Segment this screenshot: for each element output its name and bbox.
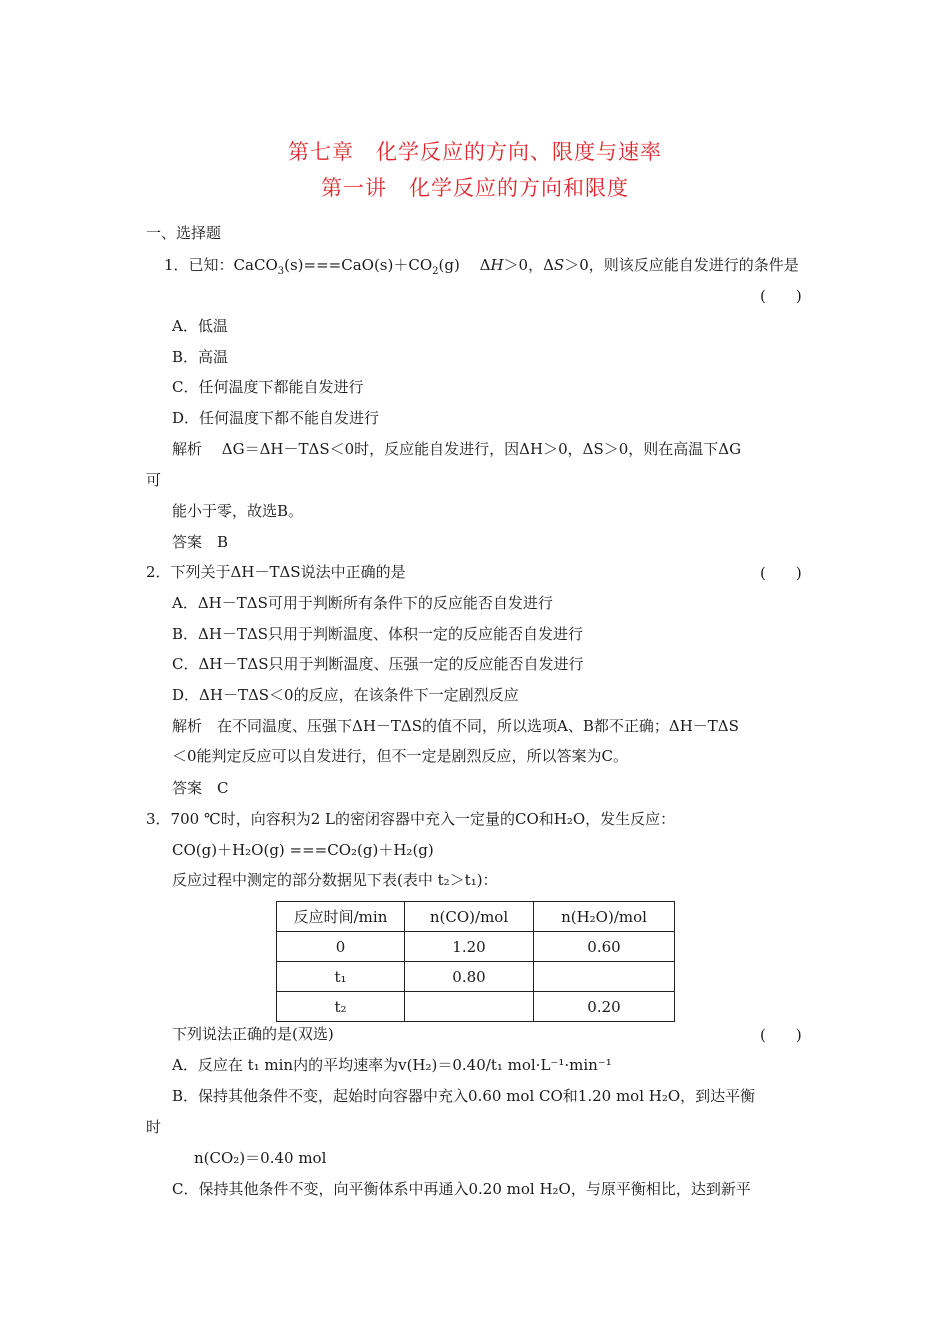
- q1-option-c: C．任何温度下都能自发进行: [172, 378, 364, 396]
- q1-answer: 答案 B: [172, 533, 229, 551]
- q3-prompt: 下列说法正确的是(双选): [172, 1025, 334, 1043]
- table-cell: t₁: [277, 962, 405, 992]
- table-cell: 0.60: [534, 932, 675, 962]
- q2-option-c: C．ΔH－TΔS只用于判断温度、压强一定的反应能否自发进行: [172, 655, 584, 673]
- q3-answer-bracket: ( ): [760, 1026, 802, 1044]
- q3-option-b-line1: B．保持其他条件不变，起始时向容器中充入0.60 mol CO和1.20 mol H₂O，到达平衡: [172, 1087, 756, 1105]
- q2-option-b: B．ΔH－TΔS只用于判断温度、体积一定的反应能否自发进行: [172, 625, 584, 643]
- q3-data-table: [276, 901, 675, 1022]
- q1-analysis-line2: 能小于零，故选B。: [172, 502, 304, 520]
- lecture-title: 第一讲 化学反应的方向和限度: [321, 176, 629, 200]
- table-row: [277, 992, 675, 1022]
- q1-option-a: A．低温: [172, 317, 228, 335]
- table-header-cell: n(CO)/mol: [405, 902, 534, 932]
- q2-analysis-line1: 解析 在不同温度、压强下ΔH－TΔS的值不同，所以选项A、B都不正确；ΔH－TΔS: [172, 717, 739, 735]
- q1-option-b: B．高温: [172, 348, 229, 366]
- q3-stem: 3．700 ℃时，向容积为2 L的密闭容器中充入一定量的CO和H₂O，发生反应：: [146, 810, 676, 828]
- table-row: [277, 932, 675, 962]
- table-cell: 1.20: [405, 932, 534, 962]
- q3-option-c-line1: C．保持其他条件不变，向平衡体系中再通入0.20 mol H₂O，与原平衡相比，达到新平: [172, 1180, 751, 1198]
- q1-stem: 1．已知：$CaCO_3(s)===CaO(s)+CO_2(g)$ ΔH＞0，ΔS＞0，则该反应能自发进行的条件是: [164, 256, 799, 277]
- section-heading: 一、选择题: [146, 224, 222, 242]
- q1-analysis-line1: 解析 ΔG＝ΔH－TΔS＜0时，反应能自发进行，因ΔH＞0，ΔS＞0，则在高温下ΔG: [172, 440, 742, 458]
- q2-stem: 2．下列关于ΔH－TΔS说法中正确的是: [146, 563, 406, 581]
- q2-answer: 答案 C: [172, 779, 229, 797]
- table-cell: 0.20: [534, 992, 675, 1022]
- table-row: [277, 962, 675, 992]
- q3-option-b-line2: n(CO₂)＝0.40 mol: [194, 1149, 327, 1167]
- q2-option-a: A．ΔH－TΔS可用于判断所有条件下的反应能否自发进行: [172, 594, 553, 612]
- q1-answer-bracket: ( ): [760, 287, 802, 305]
- q3-reaction-equation: CO(g)＋H₂O(g) ===CO₂(g)＋H₂(g): [172, 841, 434, 859]
- q2-analysis-line2: ＜0能判定反应可以自发进行，但不一定是剧烈反应，所以答案为C。: [172, 747, 629, 765]
- q1-option-d: D．任何温度下都不能自发进行: [172, 409, 380, 427]
- q2-option-d: D．ΔH－TΔS＜0的反应，在该条件下一定剧烈反应: [172, 686, 519, 704]
- q3-table-intro: 反应过程中测定的部分数据见下表(表中 t₂＞t₁)：: [172, 871, 498, 889]
- table-cell: [534, 962, 675, 992]
- q2-answer-bracket: ( ): [760, 564, 802, 582]
- table-cell: 0.80: [405, 962, 534, 992]
- table-header-cell: n(H₂O)/mol: [534, 902, 675, 932]
- q3-option-a: A．反应在 t₁ min内的平均速率为v(H₂)＝0.40/t₁ mol·L⁻¹·min⁻¹: [172, 1056, 612, 1074]
- table-header-cell: 反应时间/min: [277, 902, 405, 932]
- q1-analysis-wrap: 可: [146, 471, 162, 489]
- table-cell: t₂: [277, 992, 405, 1022]
- q3-option-b-wrap: 时: [146, 1118, 162, 1136]
- table-cell: 0: [277, 932, 405, 962]
- table-cell: [405, 992, 534, 1022]
- table-header-row: [277, 902, 675, 932]
- chapter-title: 第七章 化学反应的方向、限度与速率: [288, 140, 662, 164]
